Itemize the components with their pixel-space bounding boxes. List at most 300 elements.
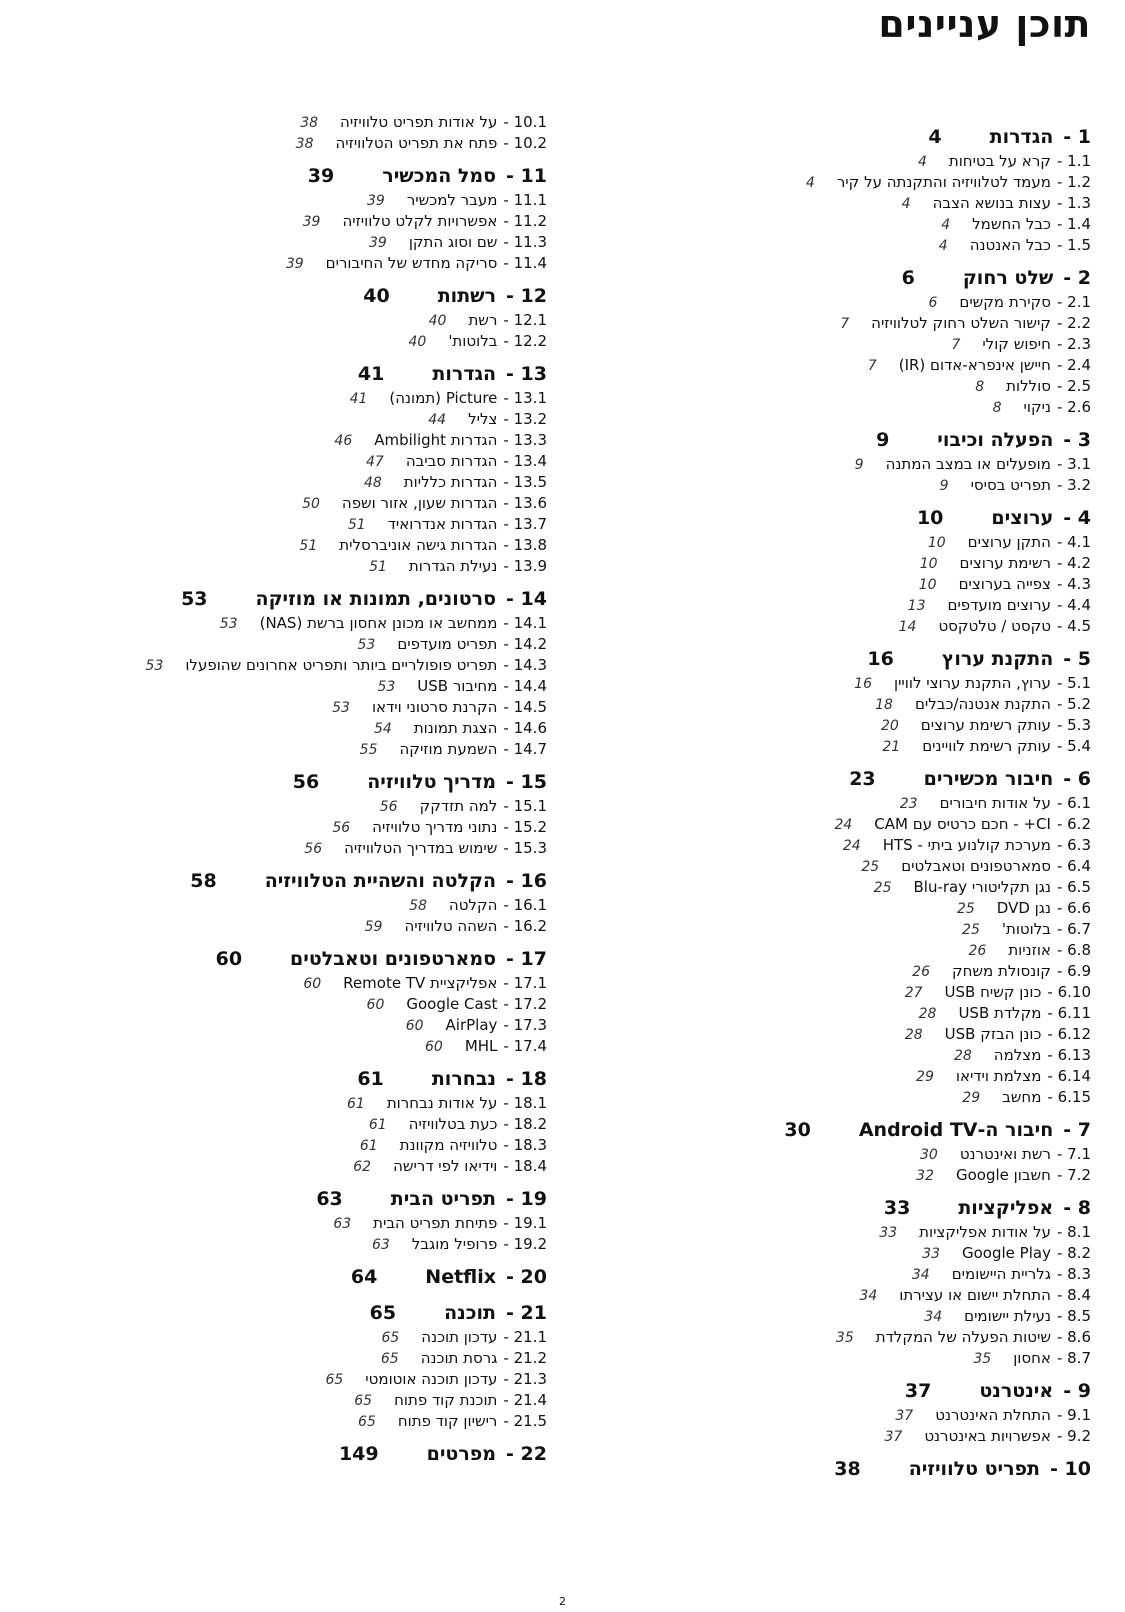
entry-number: 14.4 - <box>503 677 547 695</box>
toc-chapter-heading[interactable] <box>7 1440 547 1468</box>
toc-entry[interactable] <box>571 1144 1091 1165</box>
toc-entry[interactable] <box>7 634 547 655</box>
chapter-page: 16 <box>867 648 894 670</box>
entry-title: כונן קשיח USB <box>944 983 1042 1001</box>
toc-entry[interactable] <box>7 493 547 514</box>
entry-title: מצלמה <box>993 1046 1042 1064</box>
toc-entry[interactable] <box>571 1306 1091 1327</box>
entry-number: 16.1 - <box>503 896 547 914</box>
toc-section <box>7 1065 547 1177</box>
toc-entry[interactable] <box>571 982 1091 1003</box>
toc-section <box>571 765 1091 1108</box>
toc-entry[interactable] <box>7 409 547 430</box>
chapter-number: 14 - <box>506 588 547 610</box>
entry-number: 5.3 - <box>1056 716 1091 734</box>
toc-entry[interactable] <box>571 835 1091 856</box>
toc-entry[interactable] <box>571 1066 1091 1087</box>
entry-page: 28 <box>953 1048 972 1064</box>
toc-entry[interactable] <box>7 1135 547 1156</box>
entry-page: 4 <box>805 175 815 191</box>
entry-page: 44 <box>428 412 447 428</box>
entry-number: 13.7 - <box>503 515 547 533</box>
entry-page: 8 <box>975 379 985 395</box>
toc-entry[interactable] <box>7 1114 547 1135</box>
toc-entry[interactable] <box>571 856 1091 877</box>
toc-entry[interactable] <box>7 613 547 634</box>
chapter-page: 38 <box>834 1458 861 1480</box>
toc-entry[interactable] <box>571 736 1091 757</box>
toc-entry[interactable] <box>7 211 547 232</box>
entry-number: 13.4 - <box>503 452 547 470</box>
entry-number: 15.2 - <box>503 818 547 836</box>
entry-number: 3.1 - <box>1056 455 1091 473</box>
entry-page: 37 <box>884 1429 903 1445</box>
toc-entry[interactable] <box>7 1234 547 1255</box>
toc-chapter-heading[interactable] <box>7 1185 547 1213</box>
entry-title: הקרנת סרטוני וידאו <box>371 698 498 716</box>
entry-title: רשת ואינטרנט <box>959 1145 1051 1163</box>
toc-entry[interactable] <box>7 1390 547 1411</box>
chapter-number: 1 - <box>1063 126 1091 148</box>
entry-title: נתוני מדריך טלוויזיה <box>372 818 498 836</box>
entry-page: 56 <box>304 841 323 857</box>
toc-chapter-heading[interactable] <box>7 867 547 895</box>
toc-entry[interactable] <box>7 232 547 253</box>
toc-entry[interactable] <box>7 310 547 331</box>
entry-page: 6 <box>928 295 938 311</box>
toc-entry[interactable] <box>571 814 1091 835</box>
toc-entry[interactable] <box>7 535 547 556</box>
toc-entry[interactable] <box>571 1426 1091 1447</box>
entry-page: 26 <box>968 943 987 959</box>
entry-number: 12.2 - <box>503 332 547 350</box>
entry-number: 17.2 - <box>503 995 547 1013</box>
entry-title: השמעת מוזיקה <box>399 740 498 758</box>
entry-page: 18 <box>875 697 893 713</box>
chapter-page: 10 <box>916 507 944 529</box>
entry-page: 53 <box>145 658 164 674</box>
entry-number: 18.3 - <box>503 1136 547 1154</box>
toc-entry[interactable] <box>571 595 1091 616</box>
entry-page: 53 <box>377 679 396 695</box>
toc-chapter-heading[interactable] <box>571 264 1091 292</box>
chapter-number: 17 - <box>506 948 547 970</box>
toc-chapter-heading[interactable] <box>571 1194 1091 1222</box>
toc-entry[interactable] <box>7 514 547 535</box>
entry-number: 15.1 - <box>503 797 547 815</box>
toc-section <box>7 1263 547 1291</box>
toc-entry[interactable] <box>7 1036 547 1057</box>
toc-entry[interactable] <box>571 616 1091 637</box>
entry-title: הגדרות כלליות <box>403 473 498 491</box>
toc-entry[interactable] <box>571 553 1091 574</box>
chapter-page: 53 <box>181 588 208 610</box>
entry-number: 4.2 - <box>1056 554 1091 572</box>
entry-title: טלוויזיה מקוונת <box>399 1136 498 1154</box>
toc-entry[interactable] <box>7 1411 547 1432</box>
entry-number: 14.2 - <box>503 635 547 653</box>
toc-entry[interactable] <box>571 313 1091 334</box>
entry-page: 39 <box>366 193 385 209</box>
chapter-page: 63 <box>316 1188 343 1210</box>
toc-entry[interactable] <box>571 1045 1091 1066</box>
toc-entry[interactable] <box>7 1369 547 1390</box>
toc-chapter-heading[interactable] <box>7 1263 547 1291</box>
entry-title: הצגת תמונות <box>413 719 498 737</box>
toc-chapter-heading[interactable] <box>571 1116 1091 1144</box>
entry-title: מקלדת USB <box>958 1004 1042 1022</box>
toc-entry[interactable] <box>571 1165 1091 1186</box>
toc-entry[interactable] <box>571 877 1091 898</box>
chapter-page: 4 <box>928 126 942 148</box>
entry-page: 8 <box>992 400 1002 416</box>
chapter-title: ערוצים <box>991 507 1054 529</box>
toc-entry[interactable] <box>571 172 1091 193</box>
entry-number: 13.5 - <box>503 473 547 491</box>
entry-page: 4 <box>917 154 927 170</box>
entry-number: 13.1 - <box>503 389 547 407</box>
toc-section <box>7 282 547 352</box>
entry-page: 10 <box>919 556 938 572</box>
toc-entry[interactable] <box>7 430 547 451</box>
entry-page: 38 <box>300 115 319 131</box>
toc-entry[interactable] <box>7 472 547 493</box>
toc-entry[interactable] <box>7 796 547 817</box>
entry-title: נעילת הגדרות <box>408 557 498 575</box>
toc-chapter-heading[interactable] <box>571 426 1091 454</box>
chapter-number: 20 - <box>506 1266 547 1288</box>
chapter-number: 22 - <box>506 1443 547 1465</box>
toc-entry[interactable] <box>7 253 547 274</box>
entry-page: 16 <box>854 676 872 692</box>
chapter-title: התקנת ערוץ <box>941 648 1054 670</box>
chapter-number: 6 - <box>1063 768 1091 790</box>
entry-title: כבל החשמל <box>972 215 1051 233</box>
entry-page: 40 <box>408 334 427 350</box>
toc-entry[interactable] <box>7 1213 547 1234</box>
toc-entry[interactable] <box>571 1327 1091 1348</box>
entry-title: הגדרות סביבה <box>405 452 498 470</box>
toc-entry[interactable] <box>7 895 547 916</box>
entry-title: אפליקציית Remote TV <box>343 974 498 992</box>
entry-title: מחיבור USB <box>417 677 498 695</box>
chapter-number: 13 - <box>506 363 547 385</box>
page-title: תוכן עניינים <box>878 2 1091 46</box>
entry-page: 63 <box>333 1216 352 1232</box>
toc-entry[interactable] <box>571 292 1091 313</box>
toc-entry[interactable] <box>7 973 547 994</box>
toc-entry[interactable] <box>7 331 547 352</box>
toc-entry[interactable] <box>571 355 1091 376</box>
entry-page: 34 <box>911 1267 930 1283</box>
toc-chapter-heading[interactable] <box>7 945 547 973</box>
entry-title: רשימת ערוצים <box>959 554 1051 572</box>
toc-entry[interactable] <box>571 475 1091 496</box>
entry-title: קישור השלט רחוק לטלוויזיה <box>871 314 1051 332</box>
toc-entry[interactable] <box>571 1087 1091 1108</box>
entry-title: סריקה מחדש של החיבורים <box>325 254 498 272</box>
toc-section <box>571 426 1091 496</box>
toc-entry[interactable] <box>571 1003 1091 1024</box>
entry-page: 65 <box>380 1351 399 1367</box>
entry-number: 10.1 - <box>503 113 547 131</box>
entry-number: 6.15 - <box>1047 1088 1091 1106</box>
toc-entry[interactable] <box>571 193 1091 214</box>
entry-title: הגדרות אנדרואיד <box>387 515 498 533</box>
toc-entry[interactable] <box>571 898 1091 919</box>
entry-title: שם וסוג התקן <box>408 233 498 251</box>
entry-number: 1.2 - <box>1056 173 1091 191</box>
toc-chapter-heading[interactable] <box>571 765 1091 793</box>
toc-entry[interactable] <box>571 574 1091 595</box>
entry-number: 5.2 - <box>1056 695 1091 713</box>
toc-entry[interactable] <box>7 388 547 409</box>
chapter-number: 5 - <box>1063 648 1091 670</box>
toc-entry[interactable] <box>7 676 547 697</box>
toc-chapter-heading[interactable] <box>571 1377 1091 1405</box>
toc-entry[interactable] <box>7 838 547 859</box>
entry-page: 59 <box>364 919 383 935</box>
entry-number: 6.7 - <box>1056 920 1091 938</box>
chapter-page: 56 <box>292 771 320 793</box>
toc-section <box>571 1455 1091 1483</box>
toc-chapter-heading[interactable] <box>7 360 547 388</box>
entry-page: 38 <box>295 136 314 152</box>
toc-entry[interactable] <box>571 235 1091 256</box>
entry-page: 61 <box>346 1096 365 1112</box>
entry-page: 46 <box>334 433 353 449</box>
chapter-title: נבחרות <box>431 1068 497 1090</box>
toc-chapter-heading[interactable] <box>7 1299 547 1327</box>
entry-page: 26 <box>912 964 930 980</box>
toc-entry[interactable] <box>571 961 1091 982</box>
entry-page: 7 <box>951 337 961 353</box>
toc-entry[interactable] <box>571 1243 1091 1264</box>
entry-title: ממחשב או מכונן אחסון ברשת (NAS) <box>259 614 498 632</box>
entry-page: 13 <box>907 598 926 614</box>
toc-entry[interactable] <box>571 673 1091 694</box>
chapter-title: רשתות <box>437 285 497 307</box>
toc-entry[interactable] <box>571 1264 1091 1285</box>
entry-number: 6.11 - <box>1047 1004 1091 1022</box>
toc-entry[interactable] <box>7 1348 547 1369</box>
entry-title: נעילת יישומים <box>964 1307 1051 1325</box>
entry-title: על אודות נבחרות <box>386 1094 498 1112</box>
entry-page: 35 <box>973 1351 992 1367</box>
toc-section <box>7 1299 547 1432</box>
toc-entry[interactable] <box>571 715 1091 736</box>
entry-number: 12.1 - <box>503 311 547 329</box>
chapter-number: 2 - <box>1063 267 1091 289</box>
chapter-title: אינטרנט <box>979 1380 1054 1402</box>
toc-entry[interactable] <box>7 739 547 760</box>
toc-entry[interactable] <box>571 1348 1091 1369</box>
entry-page: 34 <box>859 1288 878 1304</box>
chapter-title: אפליקציות <box>958 1197 1054 1219</box>
entry-title: התחלת יישום או עצירתו <box>899 1286 1051 1304</box>
toc-entry[interactable] <box>571 919 1091 940</box>
chapter-number: 15 - <box>506 771 547 793</box>
toc-entry[interactable] <box>571 397 1091 418</box>
chapter-page: 60 <box>215 948 243 970</box>
entry-title: פתח את תפריט הטלוויזיה <box>335 134 498 152</box>
entry-title: AirPlay <box>445 1016 498 1034</box>
toc-chapter-heading[interactable] <box>7 585 547 613</box>
entry-title: הגדרות גישה אוניברסלית <box>339 536 498 554</box>
toc-entry[interactable] <box>571 1222 1091 1243</box>
toc-entry[interactable] <box>571 1285 1091 1306</box>
entry-number: 14.7 - <box>503 740 547 758</box>
chapter-page: 65 <box>369 1302 397 1324</box>
entry-page: 14 <box>898 619 917 635</box>
toc-entry[interactable] <box>571 376 1091 397</box>
entry-number: 13.3 - <box>503 431 547 449</box>
entry-page: 4 <box>901 196 911 212</box>
chapter-number: 8 - <box>1063 1197 1091 1219</box>
entry-page: 27 <box>904 985 923 1001</box>
entry-page: 33 <box>879 1225 898 1241</box>
toc-entry[interactable] <box>571 694 1091 715</box>
entry-page: 28 <box>904 1027 923 1043</box>
entry-title: אחסון <box>1013 1349 1051 1367</box>
chapter-page: 149 <box>338 1443 379 1465</box>
entry-page: 20 <box>880 718 899 734</box>
entry-number: 8.2 - <box>1056 1244 1091 1262</box>
entry-number: 18.4 - <box>503 1157 547 1175</box>
toc-chapter-heading[interactable] <box>7 768 547 796</box>
chapter-number: 9 - <box>1063 1380 1091 1402</box>
entry-page: 25 <box>861 859 880 875</box>
entry-title: MHL <box>464 1037 498 1055</box>
entry-title: גלריית היישומים <box>951 1265 1051 1283</box>
toc-entry[interactable] <box>7 190 547 211</box>
toc-entry[interactable] <box>7 1015 547 1036</box>
chapter-page: 30 <box>784 1119 811 1141</box>
toc-chapter-heading[interactable] <box>7 282 547 310</box>
chapter-title: תוכנה <box>444 1302 497 1324</box>
toc-entry[interactable] <box>7 1327 547 1348</box>
toc-entry[interactable] <box>7 556 547 577</box>
toc-entry[interactable] <box>571 940 1091 961</box>
entry-number: 8.7 - <box>1056 1349 1091 1367</box>
toc-entry[interactable] <box>7 994 547 1015</box>
entry-page: 41 <box>349 391 368 407</box>
entry-number: 1.4 - <box>1056 215 1091 233</box>
entry-title: סמארטפונים וטאבלטים <box>901 857 1051 875</box>
toc-section <box>571 645 1091 757</box>
chapter-title: מפרטים <box>426 1443 497 1465</box>
entry-title: תפריט בסיסי <box>970 476 1051 494</box>
entry-number: 18.2 - <box>503 1115 547 1133</box>
entry-title: וידיאו לפי דרישה <box>393 1157 498 1175</box>
toc-entry[interactable] <box>571 532 1091 553</box>
entry-title: רשת <box>468 311 498 329</box>
entry-number: 1.3 - <box>1056 194 1091 212</box>
entry-page: 9 <box>854 457 864 473</box>
chapter-page: 40 <box>363 285 390 307</box>
chapter-title: תפריט טלוויזיה <box>908 1458 1041 1480</box>
toc-entry[interactable] <box>7 451 547 472</box>
entry-number: 13.9 - <box>503 557 547 575</box>
toc-entry[interactable] <box>571 214 1091 235</box>
entry-number: 21.1 - <box>503 1328 547 1346</box>
entry-number: 8.4 - <box>1056 1286 1091 1304</box>
toc-chapter-heading[interactable] <box>571 645 1091 673</box>
entry-title: מצלמת וידיאו <box>955 1067 1042 1085</box>
toc-entry[interactable] <box>7 697 547 718</box>
entry-number: 19.1 - <box>503 1214 547 1232</box>
entry-title: צפייה בערוצים <box>958 575 1051 593</box>
entry-page: 37 <box>895 1408 914 1424</box>
entry-number: 4.4 - <box>1056 596 1091 614</box>
entry-number: 14.3 - <box>503 656 547 674</box>
entry-title: בלוטות' <box>448 332 498 350</box>
entry-page: 63 <box>371 1237 390 1253</box>
toc-entry[interactable] <box>7 817 547 838</box>
entry-title: למה תזדקק <box>419 797 498 815</box>
toc-entry[interactable] <box>7 718 547 739</box>
toc-entry[interactable] <box>7 916 547 937</box>
entry-title: Google Cast <box>406 995 498 1013</box>
entry-title: מעבר למכשיר <box>406 191 498 209</box>
entry-number: 11.4 - <box>503 254 547 272</box>
entry-number: 15.3 - <box>503 839 547 857</box>
toc-entry[interactable] <box>7 133 547 154</box>
toc-chapter-heading[interactable] <box>7 162 547 190</box>
chapter-page: 39 <box>307 165 335 187</box>
entry-page: 48 <box>363 475 382 491</box>
toc-entry[interactable] <box>7 1093 547 1114</box>
toc-entry[interactable] <box>571 454 1091 475</box>
entry-number: 8.6 - <box>1056 1328 1091 1346</box>
entry-number: 6.2 - <box>1056 815 1091 833</box>
toc-entry[interactable] <box>571 1024 1091 1045</box>
entry-title: חיישן אינפרא-אדום (IR) <box>898 356 1051 374</box>
entry-number: 6.1 - <box>1056 794 1091 812</box>
entry-title: התקן ערוצים <box>967 533 1051 551</box>
entry-number: 13.2 - <box>503 410 547 428</box>
toc-entry[interactable] <box>571 151 1091 172</box>
entry-number: 21.2 - <box>503 1349 547 1367</box>
entry-title: צליל <box>468 410 498 428</box>
entry-title: Google Play <box>962 1244 1051 1262</box>
chapter-number: 11 - <box>506 165 547 187</box>
toc-entry[interactable] <box>571 1405 1091 1426</box>
toc-entry[interactable] <box>7 1156 547 1177</box>
toc-chapter-heading[interactable] <box>571 123 1091 151</box>
entry-title: נגן DVD <box>996 899 1051 917</box>
toc-entry[interactable] <box>7 112 547 133</box>
toc-entry[interactable] <box>7 655 547 676</box>
toc-chapter-heading[interactable] <box>7 1065 547 1093</box>
toc-section <box>571 1116 1091 1186</box>
toc-entry[interactable] <box>571 793 1091 814</box>
entry-page: 25 <box>962 922 980 938</box>
toc-chapter-heading[interactable] <box>571 1455 1091 1483</box>
entry-number: 2.4 - <box>1056 356 1091 374</box>
entry-number: 1.5 - <box>1056 236 1091 254</box>
toc-section <box>7 1185 547 1255</box>
toc-section <box>571 1377 1091 1447</box>
entry-page: 61 <box>368 1117 387 1133</box>
toc-chapter-heading[interactable] <box>571 504 1091 532</box>
entry-title: ערוצים מועדפים <box>947 596 1051 614</box>
entry-page: 53 <box>219 616 238 632</box>
entry-number: 5.4 - <box>1056 737 1091 755</box>
toc-entry[interactable] <box>571 334 1091 355</box>
toc-column-right <box>571 123 1091 1491</box>
entry-page: 40 <box>428 313 447 329</box>
